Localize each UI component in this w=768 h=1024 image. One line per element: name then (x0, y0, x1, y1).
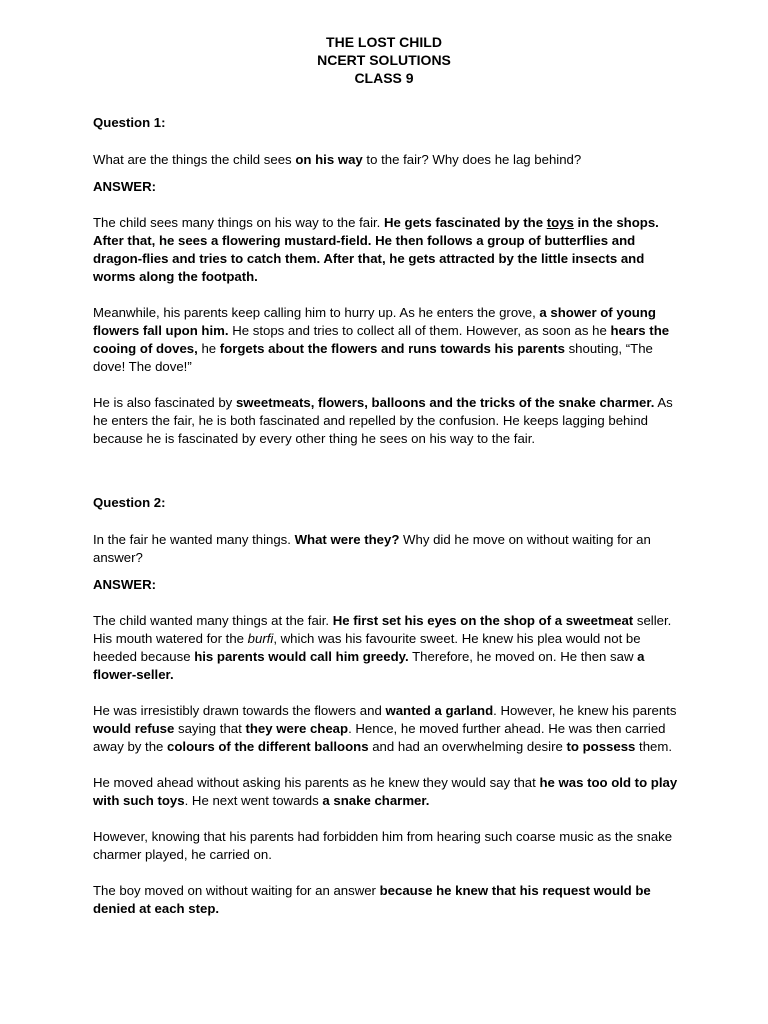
answer-2-paragraph: However, knowing that his parents had forbidden him from hearing such coarse music as the snake charmer played, he carried on. (93, 829, 673, 862)
question-2-section (93, 494, 678, 918)
question-2-label: Question 2: (93, 495, 166, 510)
answer-2-paragraph: He was irresistibly drawn towards the flowers and wanted a garland. However, he knew his parents would refuse saying that they were cheap. Hence, he moved further ahead. He was then carried away by the colours of the different balloons and had an overwhelming desire to possess them. (93, 703, 677, 754)
question-1-text: What are the things the child sees on his way to the fair? Why does he lag behind? (93, 152, 582, 167)
answer-2-label: ANSWER: (93, 577, 157, 592)
document-body (93, 114, 678, 936)
section-spacer (93, 466, 678, 494)
answer-1-paragraph: He is also fascinated by sweetmeats, flowers, balloons and the tricks of the snake charmer. As he enters the fair, he is both fascinated and repelled by the confusion. He keeps lagging behind because he is fascinated by every other thing he sees on his way to the fair. (93, 395, 673, 446)
answer-2-paragraph: He moved ahead without asking his parents as he knew they would say that he was too old to play with such toys. He next went towards a snake charmer. (93, 775, 678, 808)
question-1-section (93, 114, 678, 448)
answer-2-paragraph: The child wanted many things at the fair. He first set his eyes on the shop of a sweetmeat seller. His mouth watered for the burfi, which was his favourite sweet. He knew his plea would not be heeded because his parents would call him greedy. Therefore, he moved on. He then saw a flower-seller. (93, 613, 672, 682)
document-class: CLASS 9 (354, 70, 414, 86)
question-2-text: In the fair he wanted many things. What were they? Why did he move on without waiting for an answer? (93, 532, 651, 565)
question-1-label: Question 1: (93, 115, 166, 130)
answer-2-paragraph: The boy moved on without waiting for an answer because he knew that his request would be denied at each step. (93, 883, 651, 916)
answer-1-label: ANSWER: (93, 179, 157, 194)
document-header (0, 33, 768, 87)
document-title: THE LOST CHILD (326, 34, 442, 50)
answer-1-paragraph: Meanwhile, his parents keep calling him to hurry up. As he enters the grove, a shower of young flowers fall upon him. He stops and tries to collect all of them. However, as soon as he hears the cooing of doves, he forgets about the flowers and runs towards his parents shouting, “The dove! The dove!” (93, 305, 670, 374)
document-subtitle: NCERT SOLUTIONS (317, 52, 451, 68)
answer-1-paragraph: The child sees many things on his way to the fair. He gets fascinated by the toys in the shops. After that, he sees a flowering mustard-field. He then follows a group of butterflies and dragon-flies and tries to catch them. After that, he gets attracted by the little insects and worms along the footpath. (93, 215, 659, 284)
